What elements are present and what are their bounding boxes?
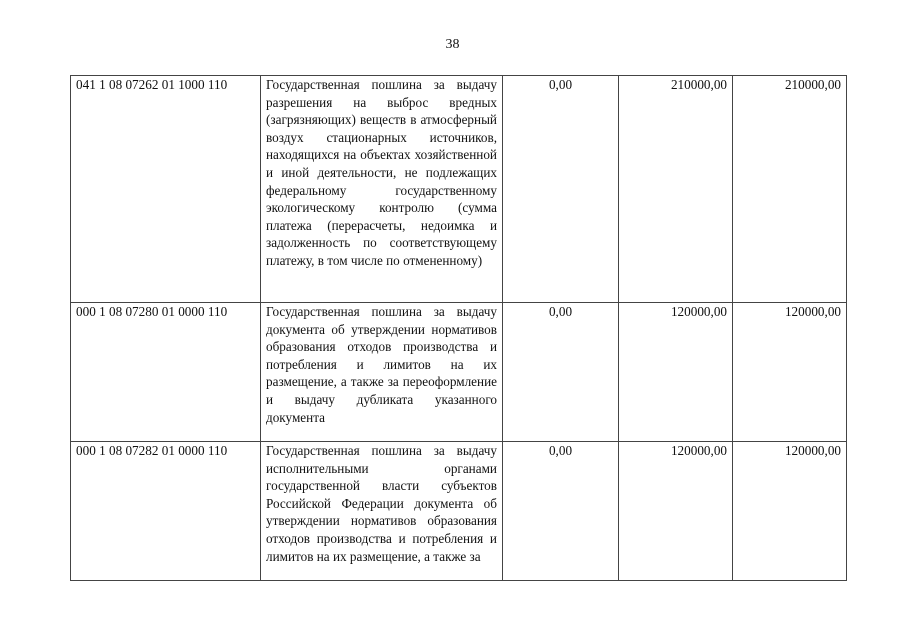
revenue-description: Государственная пошлина за выдачу исполнительными органами государственной власти субъектов Российской Федерации документа об утверждении нормативов образования отходов производства и потребления и лимитов на их размещение, а также за [261, 442, 503, 581]
page-number: 38 [445, 37, 460, 52]
table-row [71, 442, 847, 581]
table-row [71, 303, 847, 442]
classification-code: 041 1 08 07262 01 1000 110 [71, 76, 261, 303]
classification-code: 000 1 08 07280 01 0000 110 [71, 303, 261, 442]
amount-column-2: 120000,00 [619, 303, 733, 442]
classification-code: 000 1 08 07282 01 0000 110 [71, 442, 261, 581]
amount-column-3: 120000,00 [733, 442, 847, 581]
amount-column-3: 120000,00 [733, 303, 847, 442]
amount-column-3: 210000,00 [733, 76, 847, 303]
amount-column-1: 0,00 [503, 76, 619, 303]
revenue-description: Государственная пошлина за выдачу документа об утверждении нормативов образования отходов производства и потребления и лимитов на их размещение, а также за переоформление и выдачу дубликата указанного документа [261, 303, 503, 442]
budget-table [70, 75, 847, 581]
amount-column-2: 210000,00 [619, 76, 733, 303]
revenue-description: Государственная пошлина за выдачу разрешения на выброс вредных (загрязняющих) веществ в атмосферный воздух стационарных источников, находящихся на объектах хозяйственной и иной деятельности, не подлежащих федеральному государственному экологическому контролю (сумма платежа (перерасчеты, недоимка и задолженность по соответствующему платежу, в том числе по отмененному) [261, 76, 503, 303]
table-row [71, 76, 847, 303]
amount-column-1: 0,00 [503, 442, 619, 581]
amount-column-1: 0,00 [503, 303, 619, 442]
amount-column-2: 120000,00 [619, 442, 733, 581]
